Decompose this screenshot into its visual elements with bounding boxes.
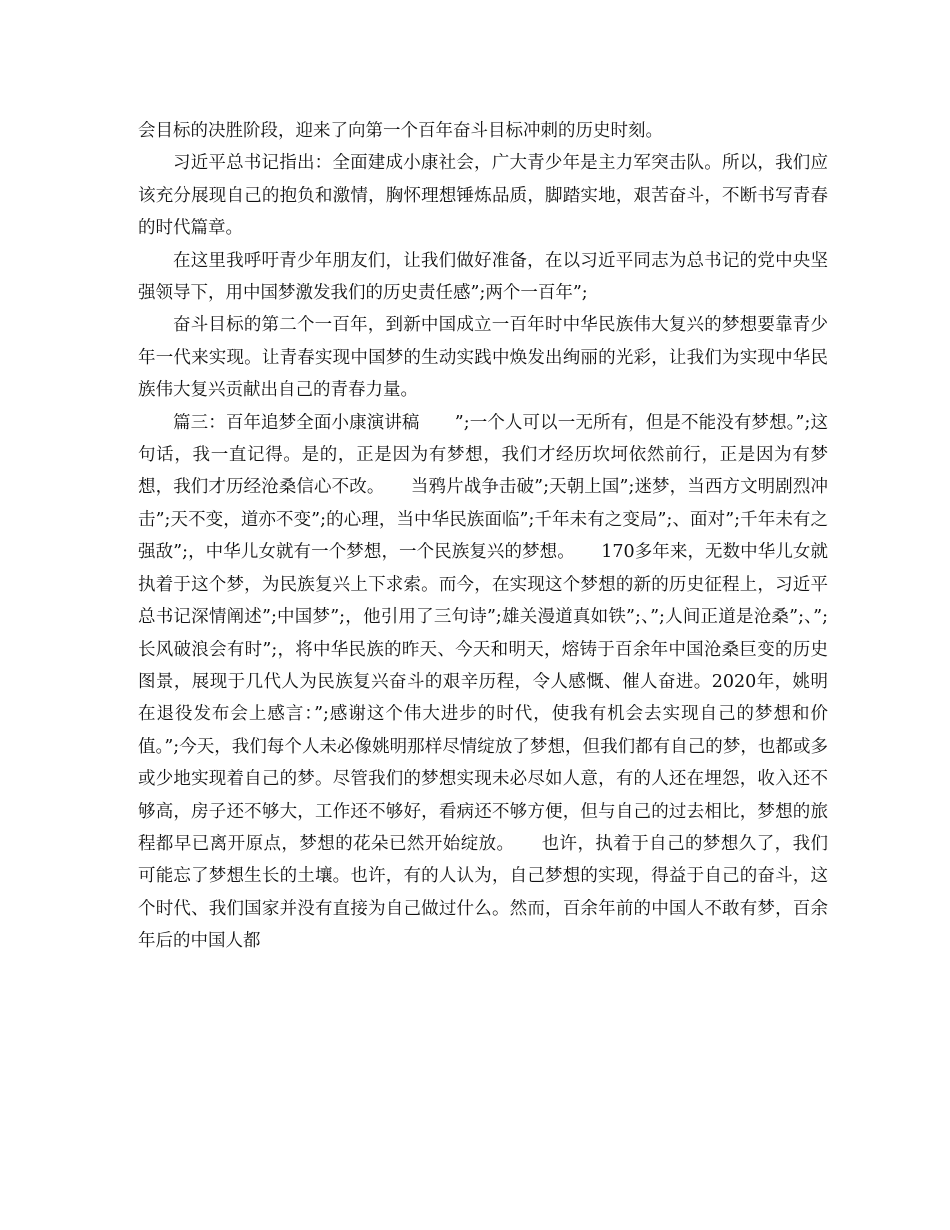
paragraph: 在这里我呼吁青少年朋友们，让我们做好准备，在以习近平同志为总书记的党中央坚强领导下，用中国梦激发我们的历史责任感”;两个一百年”; [138, 250, 828, 304]
paragraph: 篇三：百年追梦全面小康演讲稿 ”;一个人可以一无所有，但是不能没有梦想。”;这句话，我一直记得。是的，正是因为有梦想，我们才经历坎坷依然前行，正是因为有梦想，我们才历经沧桑信心不改。 当鸦片战争击破”;天朝上国”;迷梦，当西方文明剧烈冲击”;天不变，道亦不变”;的心理，当中华民族面临”;千年未有之变局”;、面对”;千年未有之强敌”;，中华儿女就有一个梦想，一个民族复兴的梦想。 170多年来，无数中华儿女就执着于这个梦，为民族复兴上下求索。而今，在实现这个梦想的新的历史征程上，习近平总书记深情阐述”;中国梦”;，他引用了三句诗”;雄关漫道真如铁”;、”;人间正道是沧桑”;、”;长风破浪会有时”;，将中华民族的昨天、今天和明天，熔铸于百余年中国沧桑巨变的历史图景，展现于几代人为民族复兴奋斗的艰辛历程，令人感慨、催人奋进。2020年，姚明在退役发布会上感言：”;感谢这个伟大进步的时代，使我有机会去实现自己的梦想和价值。”;今天，我们每个人未必像姚明那样尽情绽放了梦想，但我们都有自己的梦，也都或多或少地实现着自己的梦。尽管我们的梦想实现未必尽如人意，有的人还在埋怨，收入还不够高，房子还不够大，工作还不够好，看病还不够方便，但与自己的过去相比，梦想的旅程都早已离开原点，梦想的花朵已然开始绽放。 也许，执着于自己的梦想久了，我们可能忘了梦想生长的土壤。也许，有的人认为，自己梦想的实现，得益于自己的奋斗，这个时代、我们国家并没有直接为自己做过什么。然而，百余年前的中国人不敢有梦，百余年后的中国人都 [138, 412, 828, 952]
paragraph: 奋斗目标的第二个一百年，到新中国成立一百年时中华民族伟大复兴的梦想要靠青少年一代来实现。让青春实现中国梦的生动实践中焕发出绚丽的光彩，让我们为实现中华民族伟大复兴贡献出自己的青春力量。 [138, 315, 828, 401]
paragraph: 习近平总书记指出：全面建成小康社会，广大青少年是主力军突击队。所以，我们应该充分展现自己的抱负和激情，胸怀理想锤炼品质，脚踏实地，艰苦奋斗，不断书写青春的时代篇章。 [138, 153, 828, 239]
document-body [138, 115, 828, 958]
paragraph: 会目标的决胜阶段，迎来了向第一个百年奋斗目标冲刺的历史时刻。 [138, 121, 663, 141]
